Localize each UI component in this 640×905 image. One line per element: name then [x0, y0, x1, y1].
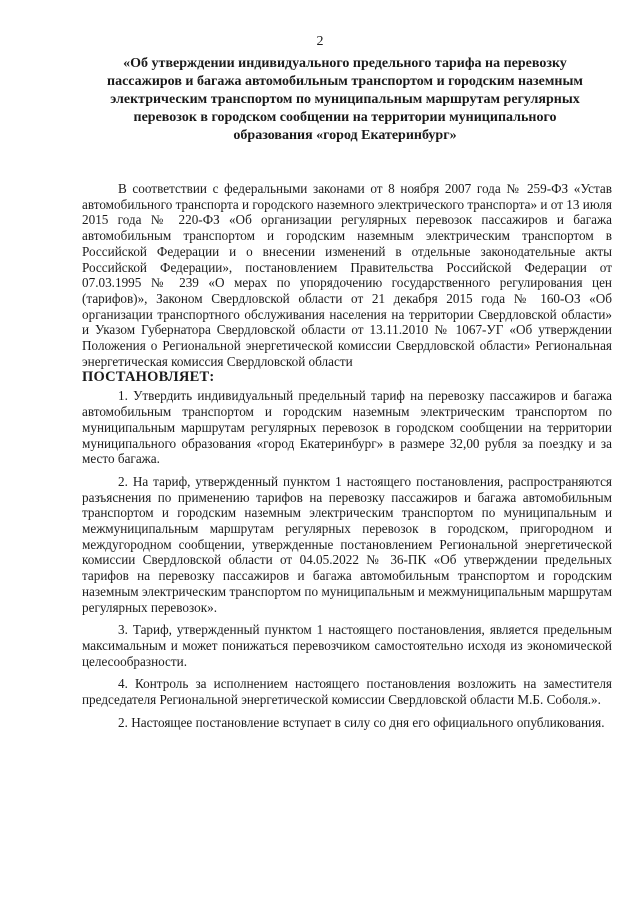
intro-paragraph: В соответствии с федеральными законами от 8 ноября 2007 года № 259-ФЗ «Устав автомобильного транспорта и городского наземного электрического транспорта» и от 13 июля 2015 года № 220-ФЗ «Об организации регулярных перевозок пассажиров и багажа автомобильным транспортом и городским наземным электрическим транспортом в Российской Федерации и о внесении изменений в отдельные законодательные акты Российской Федерации», постановлением Правительства Российской Федерации от 07.03.1995 № 239 «О мерах по упорядочению государственного регулирования цен (тарифов)», Законом Свердловской области от 21 декабря 2015 года № 160-ОЗ «Об организации транспортного обслуживания населения на территории Свердловской области» и Указом Губернатора Свердловской области от 13.11.2010 № 1067-УГ «Об утверждении Положения о Региональной энергетической комиссии Свердловской области» Региональная энергетическая комиссия Свердловской области: [82, 181, 612, 369]
document-title: «Об утверждении индивидуального предельного тарифа на перевозку пассажиров и багажа автомобильным транспортом и городским наземным электрическим транспортом по муниципальным маршрутам регулярных перевозок в городском сообщении на территории муниципального образования «город Екатеринбург»: [107, 56, 583, 143]
page-number: 2: [316, 34, 324, 49]
effective-date-paragraph: 2. Настоящее постановление вступает в силу со дня его официального опубликования.: [118, 714, 605, 730]
item-3-paragraph: 3. Тариф, утвержденный пунктом 1 настоящего постановления, является предельным максимальным и может понижаться перевозчиком самостоятельно исходя из экономической целесообразности.: [82, 622, 612, 669]
item-1-paragraph: 1. Утвердить индивидуальный предельный тариф на перевозку пассажиров и багажа автомобильным транспортом и городским наземным электрическим транспортом по муниципальным маршрутам регулярных перевозок в городском сообщении на территории муниципального образования «город Екатеринбург» в размере 32,00 рубля за поездку и за место багажа.: [82, 388, 612, 467]
document-body: [82, 181, 612, 738]
decree-heading: ПОСТАНОВЛЯЕТ:: [82, 369, 215, 386]
item-4-paragraph: 4. Контроль за исполнением настоящего постановления возложить на заместителя председателя Региональной энергетической комиссии Свердловской области М.Б. Соболя.».: [82, 676, 612, 708]
item-2-paragraph: 2. На тариф, утвержденный пунктом 1 настоящего постановления, распространяются разъяснения по применению тарифов на перевозку пассажиров и багажа автомобильным транспортом и городским наземным электрическим транспортом по муниципальным и межмуниципальным маршрутам регулярных перевозок в городском, пригородном и междугородном сообщении, утвержденные постановлением Региональной энергетической комиссии Свердловской области от 04.05.2022 № 36-ПК «Об утверждении предельных тарифов на перевозку пассажиров и багажа автомобильным транспортом и городским наземным электрическим транспортом по муниципальным и межмуниципальным маршрутам регулярных перевозок».: [82, 473, 612, 615]
